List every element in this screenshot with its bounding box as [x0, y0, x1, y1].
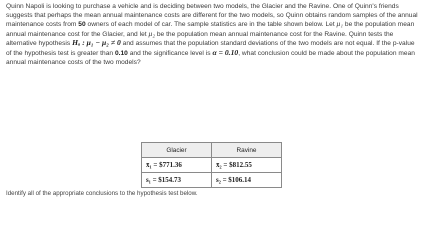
ravine-sd: s₂ = $106.14: [212, 173, 282, 188]
table-header-glacier: Glacier: [142, 143, 212, 158]
sample-statistics-table: [141, 142, 282, 188]
problem-line-3b: owners of each model of car. The sample statistics are in: [87, 21, 255, 29]
glacier-mean: x̄₁ = $771.36: [142, 158, 212, 173]
problem-statement: [6, 3, 420, 67]
table-header-ravine: Ravine: [212, 143, 282, 158]
problem-line-3: obtains random samples of the annual maintenance costs from: [6, 11, 418, 29]
sample-size: 50: [78, 21, 86, 29]
problem-line-5b: and: [122, 40, 134, 48]
problem-line-4c: be the: [156, 30, 176, 38]
mu1-symbol: μ₁: [336, 19, 344, 29]
problem-line-1: Quinn Napoli is looking to purchase a vehicle and is deciding between two models, the Glacier and the Ravine. One of: [6, 3, 353, 10]
problem-line-2: Quinn's friends suggests that perhaps the mean annual maintenance costs are different for the two models, so Quinn: [6, 3, 399, 19]
problem-line-7: is greater than: [70, 49, 114, 57]
problem-line-7b: and the significance level is: [129, 49, 211, 57]
problem-line-8: annual maintenance costs of the two models?: [6, 58, 141, 66]
ravine-mean: x̄₂ = $812.55: [212, 158, 282, 173]
alpha-value: α = 0.10: [212, 47, 239, 57]
problem-line-4b: be the population mean annual maintenance cost for the Glacier, and let: [6, 21, 415, 38]
problem-line-7c: , what conclusion could be made about the population mean: [238, 49, 415, 57]
table-row: [142, 173, 282, 188]
table-header-row: [142, 143, 282, 158]
problem-line-4: the table shown below. Let: [256, 21, 335, 29]
question-prompt: Identify all of the appropriate conclusions to the hypothesis test below.: [6, 190, 198, 197]
alternative-hypothesis: Hₐ : μ₁ − μ₂ ≠ 0: [72, 38, 121, 48]
problem-line-5: population mean annual maintenance cost for the Ravine. Quinn tests the alternative hypothesis: [6, 30, 394, 48]
mu2-symbol: μ₂: [148, 28, 155, 38]
problem-line-6: assumes that the population standard deviations of the two models are not equal. If the p-value of the hypothesis test: [6, 40, 415, 57]
glacier-sd: s₁ = $154.73: [142, 173, 212, 188]
p-threshold: 0.10: [114, 49, 128, 57]
table-row: [142, 158, 282, 173]
